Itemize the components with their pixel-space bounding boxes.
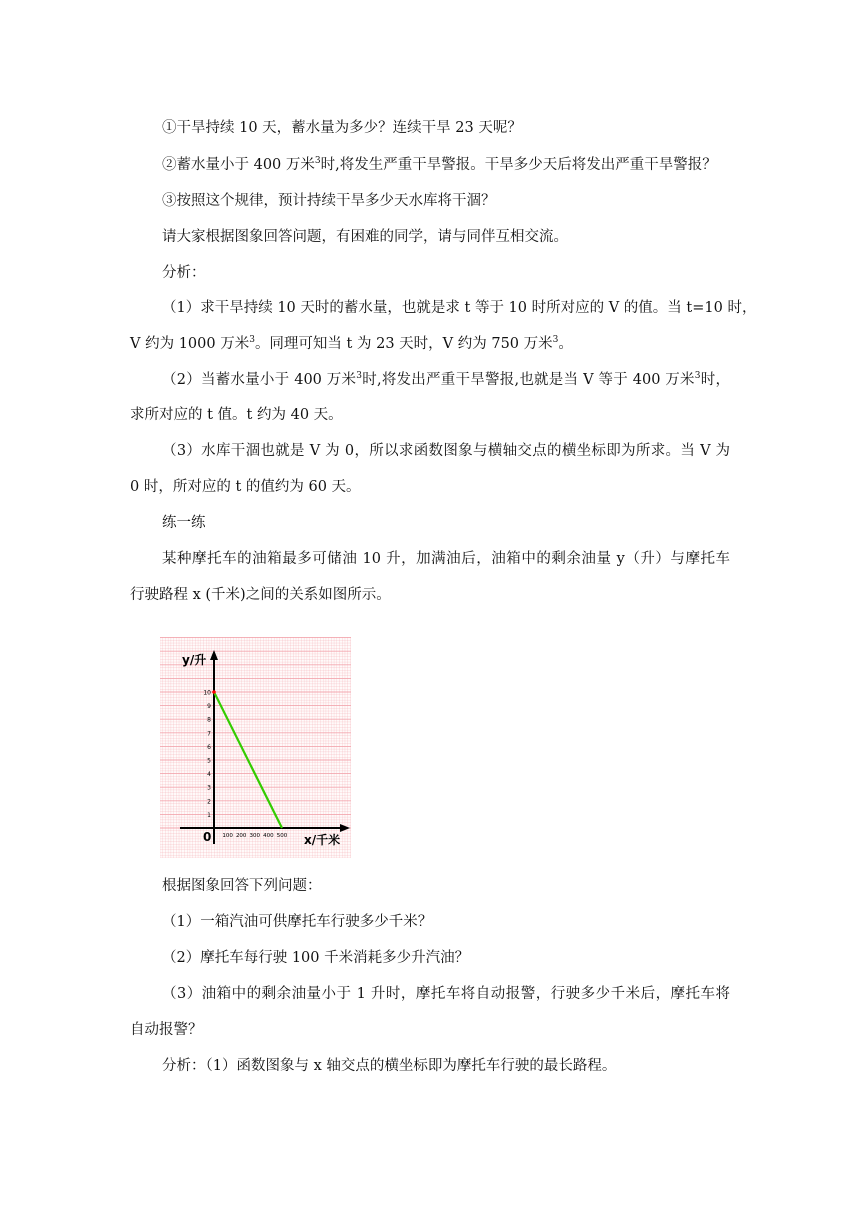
x-tick-label: 200 bbox=[235, 833, 247, 839]
problem-line-2: 行驶路程 x (千米)之间的关系如图所示。 bbox=[130, 587, 391, 603]
analysis-3-line-1: （3）水库干涸也就是 V 为 0，所以求函数图象与横轴交点的横坐标即为所求。当 V 为 bbox=[162, 443, 730, 459]
x-tick-label: 100 bbox=[222, 833, 233, 839]
y-tick-label: 9 bbox=[207, 703, 211, 711]
y-tick-label: 8 bbox=[207, 716, 211, 724]
x-tick-label: 400 bbox=[263, 833, 274, 839]
problem-line-1: 某种摩托车的油箱最多可储油 10 升，加满油后，油箱中的剩余油量 y（升）与摩托车 bbox=[162, 551, 730, 567]
y-tick-label: 2 bbox=[207, 798, 211, 806]
origin-label: 0 bbox=[203, 830, 212, 844]
analysis-heading: 分析： bbox=[162, 265, 206, 281]
fuel-graph-svg bbox=[160, 637, 351, 858]
y-axis-label: y/升 bbox=[182, 653, 207, 667]
y-tick-label: 1 bbox=[207, 811, 211, 819]
graph-question-3-line-1: （3）油箱中的剩余油量小于 1 升时，摩托车将自动报警，行驶多少千米后，摩托车将 bbox=[162, 986, 730, 1002]
question-2: ②蓄水量小于 400 万米$^3$时,将发生严重干旱警报。干旱多少天后将发出严重干旱警报？ bbox=[162, 156, 717, 173]
x-axis-label: x/千米 bbox=[304, 833, 341, 847]
discussion-prompt: 请大家根据图象回答问题，有困难的同学，请与同伴互相交流。 bbox=[162, 229, 568, 245]
analysis-3-line-2: 0 时，所对应的 t 的值约为 60 天。 bbox=[130, 479, 361, 495]
y-tick-label: 10 bbox=[203, 689, 211, 697]
question-3: ③按照这个规律，预计持续干旱多少天水库将干涸？ bbox=[162, 193, 496, 209]
x-tick-label: 500 bbox=[276, 833, 288, 839]
graph-question-2: （2）摩托车每行驶 100 千米消耗多少升汽油？ bbox=[162, 950, 470, 966]
graph-question-3-line-2: 自动报警？ bbox=[130, 1022, 203, 1038]
y-tick-label: 6 bbox=[207, 743, 211, 751]
y-tick-label: 5 bbox=[207, 757, 211, 765]
x-tick-label: 300 bbox=[249, 833, 261, 839]
analysis-2-line-1: （2）当蓄水量小于 400 万米$^3$时,将发出严重干旱警报,也就是当 V 等于 400 万米$^3$时， bbox=[162, 371, 730, 388]
y-tick-label: 4 bbox=[207, 771, 211, 779]
graph-questions-prompt: 根据图象回答下列问题： bbox=[162, 878, 322, 894]
y-tick-label: 7 bbox=[207, 730, 211, 738]
fuel-graph bbox=[160, 637, 351, 858]
start-point bbox=[212, 690, 216, 694]
analysis-1-line-1: （1）求干旱持续 10 天时的蓄水量，也就是求 t 等于 10 时所对应的 V 的值。当 t=10 时， bbox=[162, 300, 757, 316]
question-1: ①干旱持续 10 天，蓄水量为多少？连续干旱 23 天呢？ bbox=[162, 120, 522, 136]
final-analysis: 分析：（1）函数图象与 x 轴交点的横坐标即为摩托车行驶的最长路程。 bbox=[162, 1058, 617, 1074]
practice-heading: 练一练 bbox=[162, 515, 206, 531]
analysis-1-line-2: V 约为 1000 万米$^3$。同理可知当 t 为 23 天时，V 约为 750 万米$^3$。 bbox=[130, 335, 573, 352]
graph-question-1: （1）一箱汽油可供摩托车行驶多少千米？ bbox=[162, 914, 433, 930]
analysis-2-line-2: 求所对应的 t 值。t 约为 40 天。 bbox=[130, 407, 343, 423]
y-tick-label: 3 bbox=[207, 784, 211, 792]
